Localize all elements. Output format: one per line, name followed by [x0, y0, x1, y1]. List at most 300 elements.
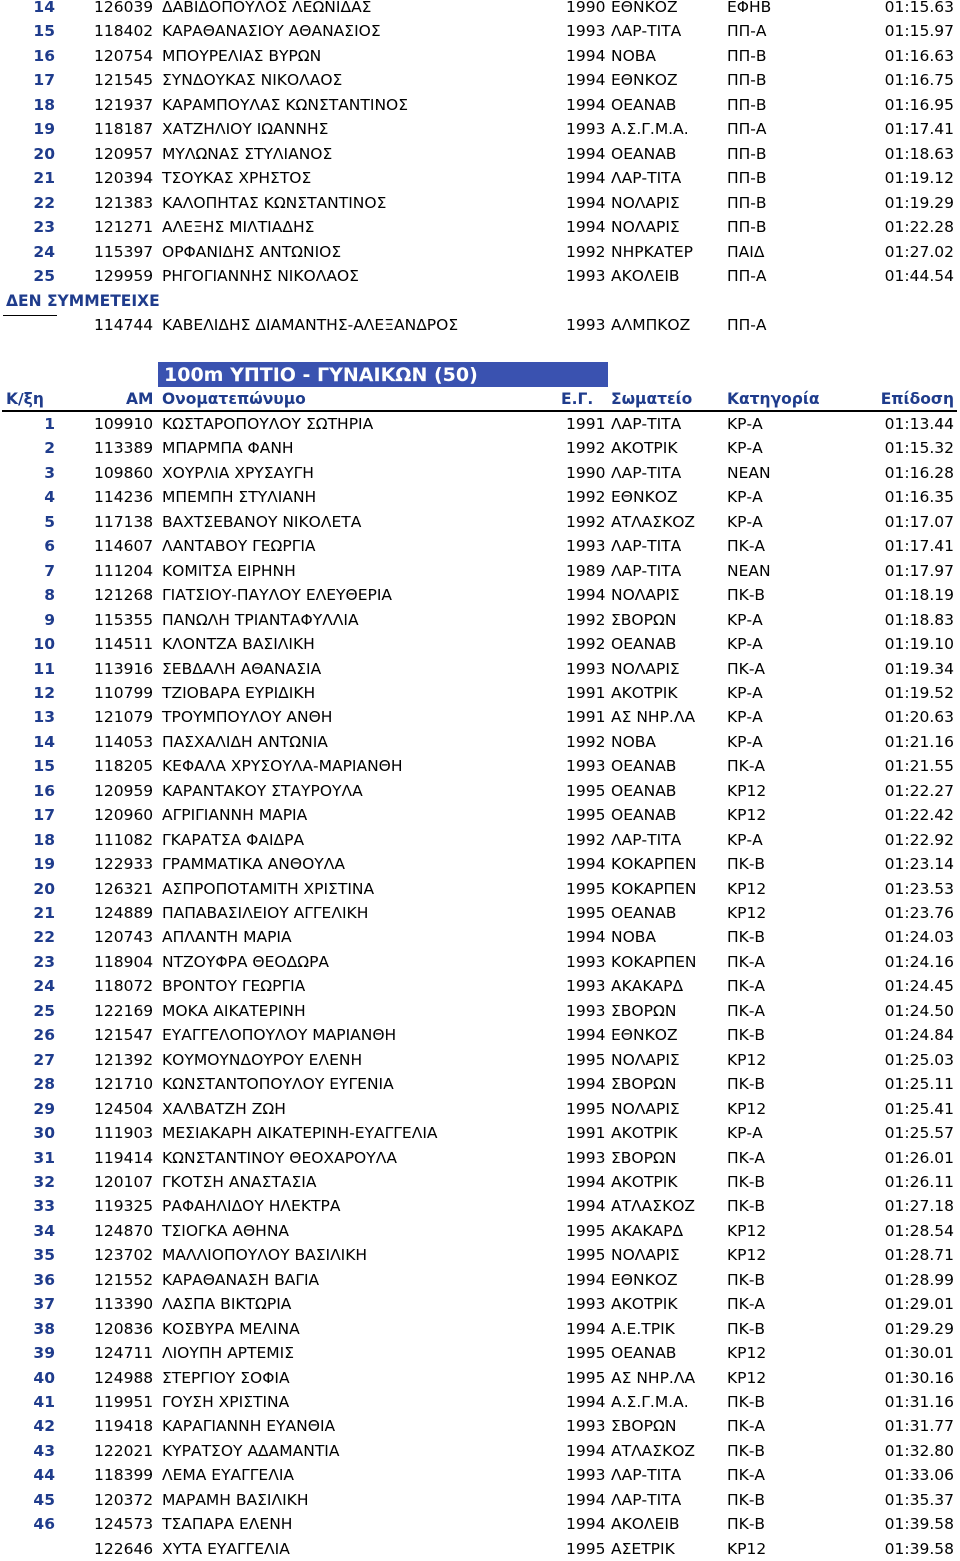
- year-cell: 1995: [566, 1368, 606, 1387]
- rank-cell: 16: [33, 781, 55, 800]
- club-cell: Α.Σ.Γ.Μ.Α.: [611, 1393, 689, 1411]
- year-cell: 1995: [566, 1344, 606, 1363]
- club-cell: ΑΚΑΚΑΡΔ: [611, 977, 684, 996]
- category-cell: ΚΡ12: [727, 1099, 767, 1118]
- club-cell: ΟΕΑΝΑΒ: [611, 95, 677, 114]
- club-cell: ΛΑΡ-ΤΙΤΑ: [611, 561, 682, 580]
- club-cell: ΑΚΑΚΑΡΔ: [611, 1221, 684, 1240]
- time-cell: 01:28.54: [884, 1221, 954, 1240]
- year-cell: 1994: [566, 218, 606, 237]
- rank-cell: 23: [33, 952, 55, 971]
- name-cell: ΜΕΣΙΑΚΑΡΗ ΑΙΚΑΤΕΡΙΝΗ-ΕΥΑΓΓΕΛΙΑ: [162, 1124, 438, 1143]
- time-cell: 01:24.84: [884, 1026, 954, 1045]
- category-cell: ΚΡ12: [727, 781, 767, 800]
- table-row: [0, 754, 960, 779]
- time-cell: 01:24.16: [884, 952, 954, 971]
- year-cell: 1994: [566, 1026, 606, 1045]
- name-cell: ΡΗΓΟΓΙΑΝΝΗΣ ΝΙΚΟΛΑΟΣ: [162, 266, 359, 285]
- am-cell: 111204: [94, 561, 154, 580]
- am-cell: 124988: [94, 1368, 154, 1387]
- time-cell: 01:17.41: [884, 120, 954, 139]
- table-row: [0, 485, 960, 510]
- rank-cell: 34: [33, 1221, 55, 1240]
- table-row: [0, 1219, 960, 1244]
- year-cell: 1991: [566, 683, 606, 702]
- name-cell: ΡΑΦΑΗΛΙΔΟΥ ΗΛΕΚΤΡΑ: [162, 1197, 341, 1216]
- category-cell: ΚΡ12: [727, 904, 767, 922]
- rank-cell: 21: [33, 169, 55, 188]
- club-cell: ΑΚΟΛΕΙΒ: [611, 266, 680, 285]
- name-cell: ΧΥΤΑ ΕΥΑΓΓΕΛΙΑ: [162, 1539, 290, 1558]
- am-cell: 115355: [94, 610, 154, 629]
- rank-cell: 24: [33, 977, 55, 996]
- year-cell: 1992: [566, 439, 606, 458]
- year-cell: 1994: [566, 169, 606, 188]
- year-cell: 1993: [566, 1148, 606, 1167]
- rank-cell: 27: [33, 1050, 55, 1069]
- header-category: Κατηγορία: [727, 390, 820, 408]
- time-cell: 01:19.29: [884, 193, 954, 212]
- table-row: [0, 730, 960, 755]
- year-cell: 1992: [566, 610, 606, 629]
- category-cell: ΝΕΑΝ: [727, 463, 771, 482]
- am-cell: 118072: [94, 977, 154, 996]
- category-cell: ΠΚ-Β: [727, 1270, 766, 1289]
- am-cell: 114053: [94, 732, 154, 751]
- name-cell: ΚΑΡΑΝΤΑΚΟΥ ΣΤΑΥΡΟΥΛΑ: [162, 781, 363, 800]
- category-cell: ΚΡ-Α: [727, 488, 763, 507]
- time-cell: 01:27.02: [884, 242, 954, 261]
- table-row: [0, 1121, 960, 1146]
- name-cell: ΚΟΥΜΟΥΝΔΟΥΡΟΥ ΕΛΕΝΗ: [162, 1050, 363, 1069]
- year-cell: 1994: [566, 71, 606, 90]
- year-cell: 1992: [566, 242, 606, 261]
- time-cell: 01:33.06: [884, 1466, 954, 1485]
- did-not-participate-label: ΔΕΝ ΣΥΜΜΕΤΕΙΧΕ: [6, 292, 160, 310]
- year-cell: 1994: [566, 1075, 606, 1094]
- table-row: [0, 461, 960, 486]
- time-cell: 01:27.18: [884, 1197, 954, 1216]
- year-cell: 1991: [566, 415, 606, 433]
- year-cell: 1995: [566, 1246, 606, 1265]
- rank-cell: 29: [33, 1099, 55, 1118]
- club-cell: ΑΚΟΤΡΙΚ: [611, 1124, 678, 1143]
- table-row: [0, 117, 960, 142]
- time-cell: 01:30.01: [884, 1344, 954, 1363]
- am-cell: 119951: [94, 1393, 154, 1411]
- table-row: [0, 264, 960, 289]
- table-row: [0, 1512, 960, 1537]
- name-cell: ΚΑΡΑΓΙΑΝΝΗ ΕΥΑΝΘΙΑ: [162, 1417, 336, 1436]
- am-cell: 122021: [94, 1441, 154, 1460]
- time-cell: 01:35.37: [884, 1490, 954, 1509]
- time-cell: 01:16.35: [884, 488, 954, 507]
- category-cell: ΠΚ-Β: [727, 1515, 766, 1534]
- category-cell: ΚΡ-Α: [727, 415, 763, 433]
- time-cell: 01:24.45: [884, 977, 954, 996]
- am-cell: 114607: [94, 537, 154, 556]
- time-cell: 01:28.99: [884, 1270, 954, 1289]
- time-cell: 01:29.29: [884, 1319, 954, 1338]
- name-cell: ΧΑΤΖΗΛΙΟΥ ΙΩΑΝΝΗΣ: [162, 120, 329, 139]
- category-cell: ΚΡ-Α: [727, 1124, 763, 1143]
- club-cell: ΟΕΑΝΑΒ: [611, 1344, 677, 1363]
- club-cell: ΚΟΚΑΡΠΕΝ: [611, 952, 697, 971]
- table-row: [0, 1243, 960, 1268]
- rank-cell: 7: [44, 561, 55, 580]
- category-cell: ΠΠ-Β: [727, 218, 767, 237]
- club-cell: Α.Σ.Γ.Μ.Α.: [611, 120, 689, 139]
- name-cell: ΧΟΥΡΛΙΑ ΧΡΥΣΑΥΓΗ: [162, 463, 314, 482]
- table-row: [0, 436, 960, 461]
- year-cell: 1994: [566, 144, 606, 163]
- club-cell: ΣΒΟΡΩΝ: [611, 1148, 677, 1167]
- category-cell: ΠΚ-Α: [727, 1417, 766, 1436]
- name-cell: ΚΑΡΑΜΠΟΥΛΑΣ ΚΩΝΣΤΑΝΤΙΝΟΣ: [162, 95, 409, 114]
- event-title-banner: 100m ΥΠΤΙΟ - ΓΥΝΑΙΚΩΝ (50): [158, 362, 608, 387]
- table-row: [0, 632, 960, 657]
- year-cell: 1993: [566, 952, 606, 971]
- category-cell: ΠΚ-Α: [727, 1295, 766, 1314]
- year-cell: 1990: [566, 0, 606, 16]
- time-cell: 01:24.03: [884, 928, 954, 947]
- am-cell: 121545: [94, 71, 154, 90]
- name-cell: ΚΑΡΑΘΑΝΑΣΗ ΒΑΓΙΑ: [162, 1270, 320, 1289]
- time-cell: 01:32.80: [884, 1441, 954, 1460]
- time-cell: 01:25.03: [884, 1050, 954, 1069]
- table-row: [0, 93, 960, 118]
- time-cell: 01:16.95: [884, 95, 954, 114]
- year-cell: 1994: [566, 1270, 606, 1289]
- year-cell: 1994: [566, 1319, 606, 1338]
- table-row: [0, 534, 960, 559]
- am-cell: 114744: [94, 316, 154, 334]
- category-cell: ΠΚ-Β: [727, 1026, 766, 1045]
- rank-cell: 20: [33, 144, 55, 163]
- time-cell: 01:21.55: [884, 757, 954, 776]
- table-row: [0, 803, 960, 828]
- time-cell: 01:24.50: [884, 1001, 954, 1020]
- am-cell: 110799: [94, 683, 154, 702]
- year-cell: 1993: [566, 316, 606, 334]
- name-cell: ΣΕΒΔΑΛΗ ΑΘΑΝΑΣΙΑ: [162, 659, 322, 678]
- name-cell: ΜΥΛΩΝΑΣ ΣΤΥΛΙΑΝΟΣ: [162, 144, 333, 163]
- am-cell: 124711: [94, 1344, 154, 1363]
- category-cell: ΠΚ-Β: [727, 586, 766, 605]
- table-row: [0, 68, 960, 93]
- table-row: [0, 1341, 960, 1366]
- name-cell: ΠΑΠΑΒΑΣΙΛΕΙΟΥ ΑΓΓΕΛΙΚΗ: [162, 904, 369, 922]
- club-cell: ΝΟΛΑΡΙΣ: [611, 193, 680, 212]
- club-cell: ΚΟΚΑΡΠΕΝ: [611, 855, 697, 874]
- am-cell: 118187: [94, 120, 154, 139]
- am-cell: 129959: [94, 266, 154, 285]
- time-cell: 01:26.01: [884, 1148, 954, 1167]
- table-row: [0, 974, 960, 999]
- time-cell: 01:19.52: [884, 683, 954, 702]
- table-row: [0, 215, 960, 240]
- club-cell: ΟΕΑΝΑΒ: [611, 781, 677, 800]
- name-cell: ΤΣΙΟΓΚΑ ΑΘΗΝΑ: [162, 1221, 290, 1240]
- name-cell: ΓΚΟΤΣΗ ΑΝΑΣΤΑΣΙΑ: [162, 1172, 317, 1191]
- name-cell: ΚΩΝΣΤΑΝΤΙΝΟΥ ΘΕΟΧΑΡΟΥΛΑ: [162, 1148, 397, 1167]
- time-cell: 01:21.16: [884, 732, 954, 751]
- am-cell: 120957: [94, 144, 154, 163]
- name-cell: ΜΠΕΜΠΗ ΣΤΥΛΙΑΝΗ: [162, 488, 317, 507]
- category-cell: ΠΚ-Β: [727, 1393, 766, 1411]
- category-cell: ΠΠ-Β: [727, 169, 767, 188]
- table-row: [0, 1170, 960, 1195]
- table-row: [0, 657, 960, 682]
- time-cell: 01:31.16: [884, 1393, 954, 1411]
- year-cell: 1993: [566, 22, 606, 41]
- time-cell: 01:17.41: [884, 537, 954, 556]
- year-cell: 1994: [566, 855, 606, 874]
- time-cell: 01:25.41: [884, 1099, 954, 1118]
- rank-cell: 14: [33, 0, 55, 16]
- club-cell: ΝΟΛΑΡΙΣ: [611, 659, 680, 678]
- am-cell: 121937: [94, 95, 154, 114]
- club-cell: ΑΣ ΝΗΡ.ΛΑ: [611, 1368, 696, 1387]
- name-cell: ΒΡΟΝΤΟΥ ΓΕΩΡΓΙΑ: [162, 977, 306, 996]
- time-cell: 01:15.32: [884, 439, 954, 458]
- category-cell: ΠΚ-Β: [727, 1172, 766, 1191]
- rank-cell: 15: [33, 22, 55, 41]
- club-cell: ΑΚΟΤΡΙΚ: [611, 1295, 678, 1314]
- table-row: [0, 999, 960, 1024]
- name-cell: ΓΡΑΜΜΑΤΙΚΑ ΑΝΘΟΥΛΑ: [162, 855, 345, 874]
- am-cell: 118399: [94, 1466, 154, 1485]
- name-cell: ΜΠΑΡΜΠΑ ΦΑΝΗ: [162, 439, 294, 458]
- category-cell: ΠΚ-Α: [727, 1001, 766, 1020]
- category-cell: ΝΕΑΝ: [727, 561, 771, 580]
- year-cell: 1995: [566, 904, 606, 922]
- category-cell: ΚΡ12: [727, 1246, 767, 1265]
- am-cell: 122933: [94, 855, 154, 874]
- am-cell: 113390: [94, 1295, 154, 1314]
- name-cell: ΛΙΟΥΠΗ ΑΡΤΕΜΙΣ: [162, 1344, 295, 1363]
- table-row: [0, 877, 960, 902]
- year-cell: 1995: [566, 781, 606, 800]
- rank-cell: 46: [33, 1515, 55, 1534]
- club-cell: ΛΑΡ-ΤΙΤΑ: [611, 415, 682, 433]
- category-cell: ΠΚ-Α: [727, 977, 766, 996]
- category-cell: ΠΚ-Α: [727, 1148, 766, 1167]
- time-cell: 01:28.71: [884, 1246, 954, 1265]
- time-cell: 01:22.28: [884, 218, 954, 237]
- table-row: [0, 583, 960, 608]
- table-row: [0, 705, 960, 730]
- category-cell: ΠΑΙΔ: [727, 242, 765, 261]
- rank-cell: 12: [33, 683, 55, 702]
- time-cell: 01:23.14: [884, 855, 954, 874]
- year-cell: 1993: [566, 1466, 606, 1485]
- name-cell: ΠΑΣΧΑΛΙΔΗ ΑΝΤΩΝΙΑ: [162, 732, 328, 751]
- am-cell: 121710: [94, 1075, 154, 1094]
- table-row: [0, 191, 960, 216]
- time-cell: 01:30.16: [884, 1368, 954, 1387]
- rank-cell: 39: [33, 1344, 55, 1363]
- club-cell: ΑΚΟΤΡΙΚ: [611, 1172, 678, 1191]
- name-cell: ΕΥΑΓΓΕΛΟΠΟΥΛΟΥ ΜΑΡΙΑΝΘΗ: [162, 1026, 397, 1045]
- time-cell: 01:16.63: [884, 46, 954, 65]
- year-cell: 1994: [566, 586, 606, 605]
- table-row: [0, 1439, 960, 1464]
- rank-cell: 21: [33, 904, 55, 922]
- year-cell: 1992: [566, 635, 606, 654]
- time-cell: 01:18.83: [884, 610, 954, 629]
- table-row: [0, 1366, 960, 1391]
- am-cell: 121392: [94, 1050, 154, 1069]
- club-cell: ΝΟΛΑΡΙΣ: [611, 1246, 680, 1265]
- club-cell: ΝΟΒΑ: [611, 732, 657, 751]
- club-cell: ΛΑΡ-ΤΙΤΑ: [611, 169, 682, 188]
- time-cell: 01:39.58: [884, 1515, 954, 1534]
- year-cell: 1993: [566, 1417, 606, 1436]
- time-cell: 01:16.75: [884, 71, 954, 90]
- rank-cell: 41: [33, 1393, 55, 1411]
- name-cell: ΚΟΜΙΤΣΑ ΕΙΡΗΝΗ: [162, 561, 296, 580]
- rank-cell: 36: [33, 1270, 55, 1289]
- name-cell: ΒΑΧΤΣΕΒΑΝΟΥ ΝΙΚΟΛΕΤΑ: [162, 512, 362, 531]
- club-cell: ΑΣΕΤΡΙΚ: [611, 1539, 675, 1558]
- category-cell: ΚΡ12: [727, 1344, 767, 1363]
- category-cell: ΕΦΗΒ: [727, 0, 772, 16]
- am-cell: 118205: [94, 757, 154, 776]
- am-cell: 120394: [94, 169, 154, 188]
- name-cell: ΤΣΟΥΚΑΣ ΧΡΗΣΤΟΣ: [162, 169, 312, 188]
- table-row: [0, 901, 960, 926]
- category-cell: ΠΠ-Β: [727, 193, 767, 212]
- rank-cell: 44: [33, 1466, 55, 1485]
- rank-cell: 22: [33, 928, 55, 947]
- table-row: [0, 1463, 960, 1488]
- year-cell: 1993: [566, 1001, 606, 1020]
- time-cell: 01:44.54: [884, 266, 954, 285]
- category-cell: ΠΠ-Β: [727, 71, 767, 90]
- table-row: [0, 1097, 960, 1122]
- time-cell: 01:17.97: [884, 561, 954, 580]
- year-cell: 1994: [566, 1172, 606, 1191]
- club-cell: ΕΘΝΚΟΖ: [611, 0, 678, 16]
- time-cell: 01:29.01: [884, 1295, 954, 1314]
- category-cell: ΚΡ12: [727, 1539, 767, 1558]
- name-cell: ΛΑΣΠΑ ΒΙΚΤΩΡΙΑ: [162, 1295, 292, 1314]
- am-cell: 120372: [94, 1490, 154, 1509]
- rank-cell: 3: [44, 463, 55, 482]
- category-cell: ΚΡ12: [727, 1368, 767, 1387]
- category-cell: ΠΠ-Α: [727, 120, 767, 139]
- name-cell: ΛΕΜΑ ΕΥΑΓΓΕΛΙΑ: [162, 1466, 295, 1485]
- am-cell: 120743: [94, 928, 154, 947]
- am-cell: 111082: [94, 830, 154, 849]
- category-cell: ΠΚ-Α: [727, 952, 766, 971]
- time-cell: 01:19.12: [884, 169, 954, 188]
- year-cell: 1994: [566, 1197, 606, 1216]
- table-row: [0, 1414, 960, 1439]
- am-cell: 122169: [94, 1001, 154, 1020]
- year-cell: 1994: [566, 46, 606, 65]
- category-cell: ΠΠ-Α: [727, 266, 767, 285]
- name-cell: ΝΤΖΟΥΦΡΑ ΘΕΟΔΩΡΑ: [162, 952, 330, 971]
- category-cell: ΚΡ12: [727, 1050, 767, 1069]
- table-row: [0, 1292, 960, 1317]
- year-cell: 1994: [566, 1441, 606, 1460]
- club-cell: ΑΤΛΑΣΚΟΖ: [611, 1441, 696, 1460]
- rank-cell: 43: [33, 1441, 55, 1460]
- club-cell: ΑΤΛΑΣΚΟΖ: [611, 1197, 696, 1216]
- am-cell: 119418: [94, 1417, 154, 1436]
- rank-cell: 22: [33, 193, 55, 212]
- rank-cell: 33: [33, 1197, 55, 1216]
- club-cell: ΟΕΑΝΑΒ: [611, 635, 677, 654]
- club-cell: ΛΑΡ-ΤΙΤΑ: [611, 537, 682, 556]
- rank-cell: 38: [33, 1319, 55, 1338]
- time-cell: 01:22.42: [884, 806, 954, 825]
- year-cell: 1995: [566, 806, 606, 825]
- club-cell: ΛΑΡ-ΤΙΤΑ: [611, 463, 682, 482]
- am-cell: 124889: [94, 904, 154, 922]
- club-cell: ΝΟΛΑΡΙΣ: [611, 1050, 680, 1069]
- table-row: [0, 559, 960, 584]
- name-cell: ΚΥΡΑΤΣΟΥ ΑΔΑΜΑΝΤΙΑ: [162, 1441, 340, 1460]
- rank-cell: 32: [33, 1172, 55, 1191]
- category-cell: ΠΚ-Β: [727, 1197, 766, 1216]
- time-cell: 01:26.11: [884, 1172, 954, 1191]
- time-cell: 01:23.53: [884, 879, 954, 898]
- table-row: [0, 1194, 960, 1219]
- table-row: [0, 1023, 960, 1048]
- am-cell: 109910: [94, 415, 154, 433]
- club-cell: ΟΕΑΝΑΒ: [611, 144, 677, 163]
- year-cell: 1994: [566, 95, 606, 114]
- club-cell: ΛΑΡ-ΤΙΤΑ: [611, 1466, 682, 1485]
- year-cell: 1993: [566, 1295, 606, 1314]
- year-cell: 1992: [566, 488, 606, 507]
- name-cell: ΜΑΡΑΜΗ ΒΑΣΙΛΙΚΗ: [162, 1490, 309, 1509]
- table-row: [0, 608, 960, 633]
- year-cell: 1993: [566, 120, 606, 139]
- club-cell: ΑΚΟΤΡΙΚ: [611, 683, 678, 702]
- category-cell: ΠΠ-Α: [727, 22, 767, 41]
- time-cell: 01:19.34: [884, 659, 954, 678]
- am-cell: 123702: [94, 1246, 154, 1265]
- table-row: [0, 240, 960, 265]
- club-cell: ΑΚΟΤΡΙΚ: [611, 439, 678, 458]
- time-cell: 01:31.77: [884, 1417, 954, 1436]
- am-cell: 111903: [94, 1124, 154, 1143]
- year-cell: 1993: [566, 266, 606, 285]
- name-cell: ΚΛΟΝΤΖΑ ΒΑΣΙΛΙΚΗ: [162, 635, 315, 654]
- rank-cell: 37: [33, 1295, 55, 1314]
- header-rank: Κ/ξη: [6, 390, 44, 408]
- time-cell: 01:25.57: [884, 1124, 954, 1143]
- am-cell: 126321: [94, 879, 154, 898]
- name-cell: ΓΟΥΣΗ ΧΡΙΣΤΙΝΑ: [162, 1393, 290, 1411]
- header-club: Σωματείο: [611, 390, 693, 408]
- table-row: [0, 1317, 960, 1342]
- name-cell: ΛΑΝΤΑΒΟΥ ΓΕΩΡΓΙΑ: [162, 537, 316, 556]
- year-cell: 1995: [566, 1539, 606, 1558]
- year-cell: 1994: [566, 193, 606, 212]
- am-cell: 115397: [94, 242, 154, 261]
- club-cell: ΑΛΜΠΚΟΖ: [611, 316, 691, 334]
- rank-cell: 18: [33, 830, 55, 849]
- rank-cell: 31: [33, 1148, 55, 1167]
- name-cell: ΚΩΝΣΤΑΝΤΟΠΟΥΛΟΥ ΕΥΓΕΝΙΑ: [162, 1075, 394, 1094]
- table-row: [0, 779, 960, 804]
- table-row: [0, 412, 960, 437]
